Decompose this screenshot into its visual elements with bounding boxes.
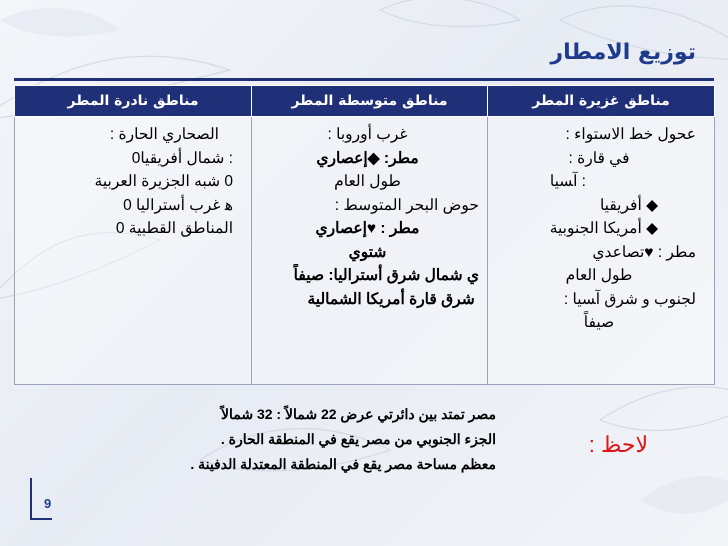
cell-medium-rain — [252, 117, 488, 385]
list-item: ي ﺷﻤﺎل ﺷﺮق أﺳﺘﺮاﻟﻴﺎ: ﺻﻴﻔﺎً — [293, 267, 479, 284]
page-title: توزيع الامطار — [550, 40, 696, 65]
list-item: ﻏﺮب أوروﺑﺎ : — [327, 126, 408, 143]
list-item: ﻣﻄﺮ: ◆إﻋﺼﺎري — [316, 149, 419, 167]
list-item: ◆ أﻓﺮﻳﻘﻴﺎ — [599, 196, 658, 214]
header-heavy-rain: مناطق غزيرة المطر — [488, 86, 715, 117]
list-item: اﻟﺼﺤﺎري اﻟﺤﺎرة : — [109, 126, 219, 143]
list-item: ﻫ ﻏﺮب أﺳﺘﺮاﻟﻴﺎ 0 — [123, 196, 233, 214]
list-item: 0 ﺷﺒﻪ اﻟﺠﺰﻳﺮة اﻟﻌﺮﺑﻴﺔ — [94, 173, 233, 190]
note-line: ﻣﺼﺮ ﺗﻤﺘﺪ ﺑﻴﻦ داﺋﺮﺗﻲ ﻋﺮض 22 ﺷﻤﺎﻻً : 32 ﺷﻤﺎﻻً — [221, 406, 496, 422]
cell-heavy-rain — [488, 117, 715, 385]
note-line: اﻟﺠﺰء اﻟﺠﻨﻮﺑﻲ ﻣﻦ ﻣﺼﺮ ﻳﻘﻊ ﻓﻲ اﻟﻤﻨﻄﻘﺔ اﻟﺤﺎرة . — [220, 431, 496, 447]
rainfall-table — [14, 85, 715, 385]
list-item: ﻃﻮل اﻟﻌﺎم — [565, 267, 633, 284]
note-line: ﻣﻌﻈﻢ ﻣﺴﺎﺣﺔ ﻣﺼﺮ ﻳﻘﻊ ﻓﻲ اﻟﻤﻨﻄﻘﺔ اﻟﻤﻌﺘﺪﻟﺔ اﻟﺪﻓﻴﻨﺔ . — [190, 456, 496, 472]
list-item: ً ﺷﺮق ﻗﺎرة أﻣﺮﻳﻜﺎ اﻟﺸﻤﺎﻟﻴﺔ — [307, 290, 479, 308]
note-label: ﻻﺣﻆ : — [588, 432, 648, 457]
header-rare-rain: مناطق نادرة المطر — [15, 86, 252, 117]
list-item: ﺻﻴﻔﺎً — [583, 314, 615, 331]
cell-rare-rain — [15, 117, 252, 385]
list-item: ◆ أﻣﺮﻳﻜﺎ اﻟﺠﻨﻮﺑﻴﺔ — [549, 220, 658, 237]
notes-block — [0, 402, 496, 477]
list-item: ﺷﺘﻮي — [348, 243, 387, 261]
list-item: ﻋﺤﻮل ﺧﻂ اﻻﺳﺘﻮاء : — [565, 126, 696, 143]
table-row — [15, 117, 715, 385]
list-item: ﻟﺠﻨﻮب و ﺷﺮق آﺴﻴﺎ : — [563, 290, 696, 308]
list-item: : آﺴﻴﺎ — [549, 173, 586, 190]
list-item: اﻟﻤﻨﺎﻃﻖ اﻟﻘﻄﺒﻴﺔ 0 — [115, 220, 233, 237]
list-item: ﺣﻮض اﻟﺒﺤﺮ اﻟﻤﺘﻮﺳﻂ : — [334, 196, 479, 214]
table-header-row — [15, 86, 715, 117]
list-item: ﻣﻄﺮ : ♥إﻋﺼﺎري — [315, 220, 420, 237]
list-item: ﻃﻮل اﻟﻌﺎم — [334, 173, 401, 190]
list-item: : ﺷﻤﺎل أﻓﺮﻳﻘﻴﺎ0 — [131, 149, 233, 167]
list-item: ﻣﻄﺮ : ♥ﺗﺼﺎﻋﺪي — [592, 243, 696, 261]
page-number: 9 — [44, 496, 52, 511]
title-underline-divider — [14, 78, 714, 81]
header-medium-rain: مناطق متوسطة المطر — [252, 86, 488, 117]
list-item: ﻓﻲ ﻗﺎرة : — [568, 149, 630, 167]
